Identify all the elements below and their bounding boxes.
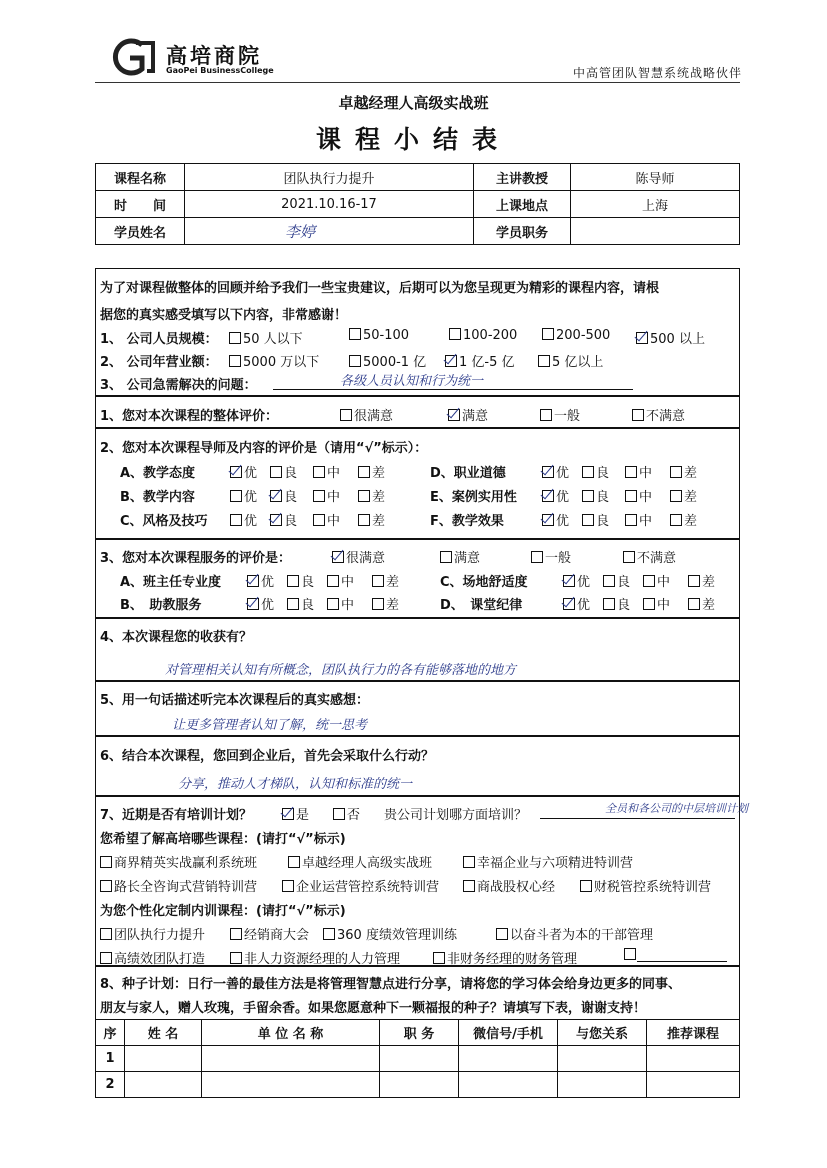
checkbox[interactable] (100, 952, 112, 964)
q1-label: 1、 公司人员规模： (100, 332, 218, 347)
service-grade-option[interactable] (563, 571, 590, 590)
service-grade-option[interactable] (603, 594, 630, 613)
checkbox[interactable] (463, 856, 475, 868)
course-option[interactable] (496, 924, 653, 943)
option-label: 优 (261, 575, 275, 590)
checkbox[interactable] (327, 598, 339, 610)
checkbox[interactable] (582, 514, 594, 526)
course-info-table (95, 163, 740, 245)
teacher-grade-option[interactable] (542, 486, 569, 505)
checkbox[interactable] (632, 409, 644, 421)
checkbox[interactable] (358, 514, 370, 526)
option-label: 良 (301, 598, 315, 613)
seed-header-index: 序 (96, 1020, 125, 1046)
checkbox[interactable] (670, 466, 682, 478)
service-grade-option[interactable] (247, 571, 274, 590)
seed-cell[interactable] (459, 1046, 558, 1072)
option-label: 差 (386, 598, 400, 613)
option-label: 优 (244, 514, 258, 529)
position-value[interactable] (571, 218, 740, 245)
checkbox[interactable] (358, 490, 370, 502)
seed-cell[interactable] (380, 1046, 459, 1072)
option-label: 良 (284, 466, 298, 481)
intro-text-2: 据您的真实感受填写以下内容，非常感谢！ (100, 308, 348, 323)
checkbox[interactable] (625, 514, 637, 526)
option-label: 良 (617, 575, 631, 590)
option-label: 良 (284, 490, 298, 505)
checkbox-checked[interactable] (542, 514, 554, 526)
q7-no[interactable]: 否 (333, 804, 360, 823)
option-label: 经销商大会 (244, 928, 310, 943)
form-title: 课程小结表 (315, 125, 511, 154)
option-label: 团队执行力提升 (114, 928, 206, 943)
course-option[interactable] (323, 924, 457, 943)
option-label: 良 (284, 514, 298, 529)
teacher-grade-option[interactable] (542, 462, 569, 481)
option-label: 差 (702, 575, 716, 590)
checkbox[interactable] (229, 332, 241, 344)
service-grade-option[interactable] (327, 594, 354, 613)
teacher-grade-option[interactable] (582, 462, 609, 481)
logo-text: 高培商院 (166, 44, 262, 68)
option-label: 路长全咨询式营销特训营 (114, 880, 258, 895)
option-label: 良 (301, 575, 315, 590)
option-label: 优 (261, 598, 275, 613)
checkbox[interactable] (463, 880, 475, 892)
option-label: 优 (244, 466, 258, 481)
option-label: 差 (372, 490, 386, 505)
checkbox-checked[interactable] (542, 490, 554, 502)
option-label: 中 (327, 514, 341, 529)
option-label: 高绩效团队打造 (114, 952, 206, 967)
option-label: 中 (327, 466, 341, 481)
teacher-item-label: B、教学内容 (120, 490, 195, 505)
course-option[interactable] (463, 852, 633, 871)
q4-answer[interactable]: 对管理相关认知有所概念，团队执行力的各有能够落地的地方 (165, 663, 517, 678)
option-label: 差 (372, 466, 386, 481)
checkbox-checked[interactable] (270, 490, 282, 502)
teacher-grade-option[interactable] (270, 462, 297, 481)
option-label: 良 (596, 490, 610, 505)
q6-question: 6、结合本次课程，您回到企业后，首先会采取什么行动？ (100, 749, 435, 764)
service-item-label: D、 课堂纪律 (440, 598, 523, 613)
q6-answer[interactable]: 分享，推动人才梯队，认知和标准的统一 (178, 777, 413, 792)
checkbox[interactable] (603, 575, 615, 587)
teacher-grade-option[interactable] (670, 510, 697, 529)
option-label: 卓越经理人高级实战班 (302, 856, 433, 871)
option-label: 差 (386, 575, 400, 590)
option-label: 良 (596, 514, 610, 529)
q3-answer[interactable]: 各级人员认知和行为统一 (340, 374, 484, 389)
checkbox[interactable] (531, 551, 543, 563)
time-value[interactable]: 2021.10.16-17 (185, 191, 474, 218)
service-grade-option[interactable] (603, 571, 630, 590)
q2-opt-3[interactable]: 1 亿-5 亿 (445, 351, 515, 370)
overall-opt-2[interactable]: 满意 (448, 405, 488, 424)
service-grade-option[interactable] (688, 594, 715, 613)
teacher-item-label: E、案例实用性 (430, 490, 517, 505)
checkbox[interactable] (670, 490, 682, 502)
teacher-grade-option[interactable] (670, 462, 697, 481)
option-label: 非财务经理的财务管理 (447, 952, 578, 967)
option-label: 良 (596, 466, 610, 481)
checkbox[interactable] (323, 928, 335, 940)
seed-cell[interactable] (459, 1072, 558, 1098)
table-row (96, 1072, 740, 1098)
checkbox[interactable] (688, 575, 700, 587)
checkbox-checked[interactable] (282, 808, 294, 820)
teacher-grade-option[interactable] (230, 462, 257, 481)
seed-header-row (96, 1020, 740, 1046)
checkbox[interactable] (433, 952, 445, 964)
option-label: 优 (556, 490, 570, 505)
option-label: 360 度绩效管理训练 (337, 928, 457, 943)
checkbox[interactable] (643, 598, 655, 610)
q2-opt-2[interactable]: 5000-1 亿 (349, 351, 426, 370)
q2-label: 2、 公司年营业额： (100, 355, 218, 370)
q4-question: 4、本次课程您的收获有？ (100, 630, 253, 645)
service-grade-option[interactable] (643, 594, 670, 613)
seed-cell[interactable] (125, 1046, 202, 1072)
teacher-grade-option[interactable] (670, 486, 697, 505)
checkbox[interactable] (440, 551, 452, 563)
teacher-grade-option[interactable] (358, 462, 385, 481)
option-label: 优 (577, 598, 591, 613)
q3-label: 3、 公司急需解决的问题： (100, 378, 257, 393)
option-label: 中 (657, 575, 671, 590)
teacher-eval-question: 2、您对本次课程导师及内容的评价是（请用“√”标示）： (100, 441, 428, 456)
q1-opt-1[interactable]: 50 人以下 (229, 328, 303, 347)
option-label: 中 (639, 490, 653, 505)
checkbox[interactable] (582, 490, 594, 502)
q7-which-answer[interactable]: 全员和各公司的中层培训计划 (605, 802, 748, 815)
q7-want-label: 您希望了解高培哪些课程：(请打“√”标示) (100, 832, 346, 847)
option-label: 财税管控系统特训营 (594, 880, 712, 895)
q1-opt-5[interactable]: 500 以上 (636, 328, 705, 347)
checkbox[interactable] (282, 880, 294, 892)
option-label: 企业运营管控系统特训营 (296, 880, 440, 895)
position-label: 学员职务 (474, 218, 571, 245)
checkbox[interactable] (624, 948, 636, 960)
service-eval-question: 3、您对本次课程服务的评价是： (100, 551, 292, 566)
checkbox[interactable] (288, 856, 300, 868)
checkbox-checked[interactable] (445, 355, 457, 367)
course-value[interactable]: 团队执行力提升 (185, 164, 474, 191)
time-label: 时 间 (96, 191, 185, 218)
seed-cell[interactable] (125, 1072, 202, 1098)
checkbox[interactable] (349, 355, 361, 367)
service-grade-option[interactable] (327, 571, 354, 590)
seed-cell[interactable] (558, 1046, 647, 1072)
overall-question: 1、您对本次课程的整体评价： (100, 409, 279, 424)
header-divider (95, 82, 740, 83)
service-grade-option[interactable] (372, 594, 399, 613)
course-option[interactable] (463, 876, 555, 895)
course-option[interactable] (230, 924, 309, 943)
checkbox[interactable] (340, 409, 352, 421)
checkbox[interactable] (100, 856, 112, 868)
checkbox[interactable] (358, 466, 370, 478)
teacher-value[interactable]: 陈导师 (571, 164, 740, 191)
option-label: 中 (341, 575, 355, 590)
course-option[interactable] (288, 852, 432, 871)
service-opt-2[interactable]: 满意 (440, 547, 480, 566)
option-label: 幸福企业与六项精进特训营 (477, 856, 634, 871)
checkbox[interactable] (449, 328, 461, 340)
service-grade-option[interactable] (247, 594, 274, 613)
checkbox[interactable] (333, 808, 345, 820)
checkbox[interactable] (230, 952, 242, 964)
service-item-label: B、 助教服务 (120, 598, 202, 613)
checkbox[interactable] (538, 355, 550, 367)
seed-text-1: 8、种子计划：日行一善的最佳方法是将管理智慧点进行分享，请将您的学习体会给身边更多的同事、 (100, 977, 682, 992)
option-label: 差 (372, 514, 386, 529)
checkbox-checked[interactable] (563, 598, 575, 610)
seed-header-position: 职 务 (380, 1020, 459, 1046)
checkbox[interactable] (313, 514, 325, 526)
checkbox[interactable] (287, 598, 299, 610)
course-option[interactable] (100, 852, 257, 871)
checkbox[interactable] (540, 409, 552, 421)
name-label: 学员姓名 (96, 218, 185, 245)
q1-opt-3[interactable]: 100-200 (449, 328, 517, 343)
checkbox[interactable] (313, 490, 325, 502)
teacher-grade-option[interactable] (582, 486, 609, 505)
option-label: 差 (684, 514, 698, 529)
checkbox-checked[interactable] (563, 575, 575, 587)
checkbox-checked[interactable] (270, 514, 282, 526)
service-opt-1[interactable]: 很满意 (332, 547, 385, 566)
option-label: 以奋斗者为本的干部管理 (510, 928, 654, 943)
course-option[interactable] (624, 948, 638, 963)
course-label: 课程名称 (96, 164, 185, 191)
option-label: 差 (684, 490, 698, 505)
seed-cell[interactable] (202, 1072, 380, 1098)
checkbox[interactable] (496, 928, 508, 940)
q5-answer[interactable]: 让更多管理者认知了解，统一思考 (172, 718, 368, 733)
checkbox[interactable] (582, 466, 594, 478)
option-label: 中 (341, 598, 355, 613)
checkbox[interactable] (643, 575, 655, 587)
option-label: 中 (327, 490, 341, 505)
q5-question: 5、用一句话描述听完本次课程后的真实感想： (100, 693, 370, 708)
checkbox[interactable] (229, 355, 241, 367)
checkbox[interactable] (542, 328, 554, 340)
option-label: 商界精英实战赢利系统班 (114, 856, 258, 871)
q7-which-underline (540, 818, 735, 819)
q3-underline (273, 389, 633, 390)
course-option[interactable] (230, 948, 400, 967)
seed-header-relation: 与您关系 (558, 1020, 647, 1046)
seed-row-index: 1 (96, 1046, 125, 1072)
custom-blank-underline (637, 961, 727, 962)
seed-header-name: 姓 名 (125, 1020, 202, 1046)
seed-text-2: 朋友与家人，赠人玫瑰，手留余香。如果您愿意种下一颗福报的种子？请填写下表，谢谢支持！ (100, 1001, 647, 1016)
logo-english: GaoPei BusinessCollege (166, 66, 274, 75)
option-label: 中 (657, 598, 671, 613)
checkbox[interactable] (372, 598, 384, 610)
teacher-grade-option[interactable] (230, 486, 257, 505)
checkbox[interactable] (100, 880, 112, 892)
place-value[interactable]: 上海 (571, 191, 740, 218)
checkbox[interactable] (313, 466, 325, 478)
q1-opt-2[interactable]: 50-100 (349, 328, 409, 343)
teacher-grade-option[interactable] (313, 510, 340, 529)
checkbox[interactable] (670, 514, 682, 526)
checkbox[interactable] (327, 575, 339, 587)
course-option[interactable] (580, 876, 711, 895)
service-opt-3[interactable]: 一般 (531, 547, 571, 566)
service-grade-option[interactable] (287, 571, 314, 590)
checkbox-checked[interactable] (332, 551, 344, 563)
teacher-item-label: D、职业道德 (430, 466, 506, 481)
option-label: 非人力资源经理的人力管理 (244, 952, 401, 967)
teacher-grade-option[interactable] (625, 486, 652, 505)
teacher-item-label: A、教学态度 (120, 466, 196, 481)
overall-opt-4[interactable]: 不满意 (632, 405, 685, 424)
teacher-grade-option[interactable] (542, 510, 569, 529)
service-opt-4[interactable]: 不满意 (623, 547, 676, 566)
checkbox[interactable] (688, 598, 700, 610)
q1-opt-4[interactable]: 200-500 (542, 328, 610, 343)
checkbox[interactable] (230, 514, 242, 526)
seed-cell[interactable] (380, 1072, 459, 1098)
logo-icon (108, 38, 158, 76)
teacher-grade-option[interactable] (270, 510, 297, 529)
checkbox[interactable] (270, 466, 282, 478)
teacher-grade-option[interactable] (625, 462, 652, 481)
place-label: 上课地点 (474, 191, 571, 218)
overall-opt-3[interactable]: 一般 (540, 405, 580, 424)
checkbox[interactable] (623, 551, 635, 563)
q2-opt-4[interactable]: 5 亿以上 (538, 351, 603, 370)
option-label: 优 (244, 490, 258, 505)
service-grade-option[interactable] (372, 571, 399, 590)
checkbox-checked[interactable] (230, 466, 242, 478)
table-row (96, 1046, 740, 1072)
checkbox[interactable] (349, 328, 361, 340)
checkbox-checked[interactable] (542, 466, 554, 478)
course-option[interactable] (433, 948, 577, 967)
checkbox[interactable] (625, 490, 637, 502)
option-label: 中 (639, 466, 653, 481)
teacher-grade-option[interactable] (230, 510, 257, 529)
teacher-grade-option[interactable] (358, 510, 385, 529)
seed-header-course: 推荐课程 (647, 1020, 740, 1046)
q7-which-label: 贵公司计划哪方面培训？ (384, 808, 528, 823)
tagline: 中高管团队智慧系统战略伙伴 (572, 66, 742, 80)
service-grade-option[interactable] (688, 571, 715, 590)
checkbox[interactable] (603, 598, 615, 610)
teacher-grade-option[interactable] (270, 486, 297, 505)
intro-text-1: 为了对课程做整体的回顾并给予我们一些宝贵建议，后期可以为您呈现更为精彩的课程内容，请根 (100, 281, 660, 296)
checkbox[interactable] (230, 928, 242, 940)
seed-row-index: 2 (96, 1072, 125, 1098)
service-grade-option[interactable] (643, 571, 670, 590)
course-option[interactable] (100, 876, 257, 895)
course-option[interactable] (100, 924, 205, 943)
name-value[interactable]: 李婷 (185, 218, 474, 245)
service-item-label: A、班主任专业度 (120, 575, 222, 590)
checkbox-checked[interactable] (247, 598, 259, 610)
service-item-label: C、场地舒适度 (440, 575, 528, 590)
teacher-grade-option[interactable] (313, 462, 340, 481)
option-label: 差 (702, 598, 716, 613)
seed-cell[interactable] (558, 1072, 647, 1098)
teacher-item-label: F、教学效果 (430, 514, 504, 529)
teacher-grade-option[interactable] (582, 510, 609, 529)
checkbox-checked[interactable] (247, 575, 259, 587)
form-subtitle: 卓越经理人高级实战班 (338, 94, 489, 112)
service-grade-option[interactable] (287, 594, 314, 613)
checkbox[interactable] (230, 490, 242, 502)
service-grade-option[interactable] (563, 594, 590, 613)
seed-header-contact: 微信号/手机 (459, 1020, 558, 1046)
teacher-label: 主讲教授 (474, 164, 571, 191)
teacher-grade-option[interactable] (313, 486, 340, 505)
q7-yes[interactable]: 是 (282, 804, 309, 823)
teacher-grade-option[interactable] (625, 510, 652, 529)
option-label: 优 (556, 514, 570, 529)
checkbox[interactable] (625, 466, 637, 478)
course-option[interactable] (282, 876, 439, 895)
option-label: 优 (556, 466, 570, 481)
seed-cell[interactable] (647, 1046, 740, 1072)
q7-question: 7、近期是否有培训计划？ (100, 808, 253, 823)
teacher-item-label: C、风格及技巧 (120, 514, 208, 529)
checkbox[interactable] (372, 575, 384, 587)
checkbox[interactable] (100, 928, 112, 940)
checkbox-checked[interactable] (636, 332, 648, 344)
checkbox[interactable] (580, 880, 592, 892)
seed-table (95, 1019, 740, 1098)
option-label: 商战股权心经 (477, 880, 556, 895)
option-label: 良 (617, 598, 631, 613)
teacher-grade-option[interactable] (358, 486, 385, 505)
checkbox-checked[interactable] (448, 409, 460, 421)
seed-cell[interactable] (202, 1046, 380, 1072)
seed-cell[interactable] (647, 1072, 740, 1098)
seed-header-company: 单 位 名 称 (202, 1020, 380, 1046)
option-label: 差 (684, 466, 698, 481)
course-option[interactable] (100, 948, 205, 967)
option-label: 中 (639, 514, 653, 529)
q2-opt-1[interactable]: 5000 万以下 (229, 351, 319, 370)
overall-opt-1[interactable]: 很满意 (340, 405, 393, 424)
option-label: 优 (577, 575, 591, 590)
q7-custom-label: 为您个性化定制内训课程：(请打“√”标示) (100, 904, 346, 919)
checkbox[interactable] (287, 575, 299, 587)
